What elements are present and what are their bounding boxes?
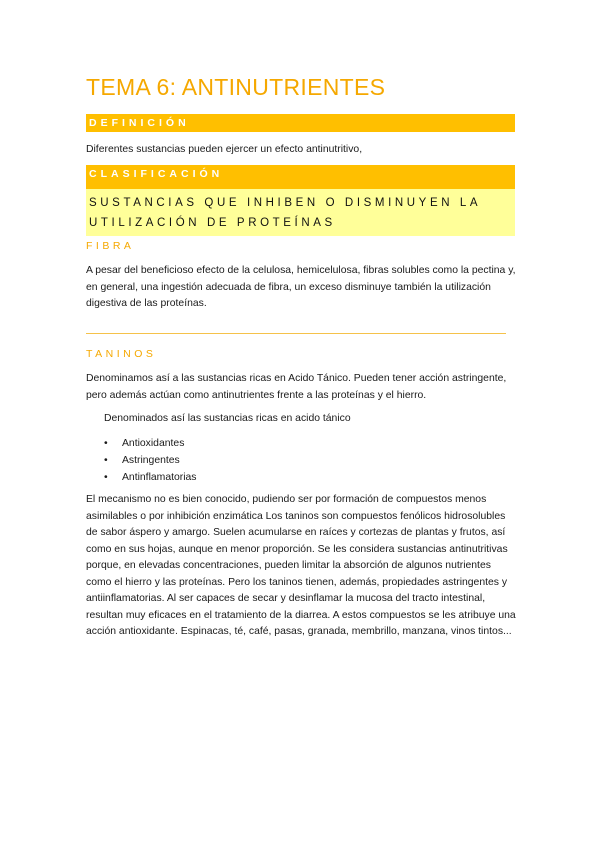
bullet-icon: •	[104, 455, 108, 466]
clasificacion-label: CLASIFICACIÓN	[89, 168, 224, 180]
list-item: • Astringentes	[104, 452, 197, 469]
definicion-label: DEFINICIÓN	[89, 117, 190, 129]
bullet-icon: •	[104, 472, 108, 483]
proteinas-heading: SUSTANCIAS QUE INHIBEN O DISMINUYEN LA UTILIZACIÓN DE PROTEÍNAS	[89, 197, 481, 229]
taninos-indent-text: Denominados así las sustancias ricas en acido tánico	[104, 413, 351, 424]
proteinas-heading-bar	[86, 189, 515, 236]
definicion-bar	[86, 114, 515, 132]
mecanismo-text: El mecanismo no es bien conocido, pudiendo ser por formación de compuestos menos asimilables o por inhibición enzimática Los taninos son compuestos fenólicos hidrosolubles de sabor áspero y amargo. Suelen acumularse en raíces y cortezas de plantas y frutos, así como en sus hojas, aunque en menor proporción. Se les considera sustancias antinutritivas porque, en elevadas concentraciones, pueden limitar la absorción de algunos nutrientes como el hierro y las proteínas. Pero los taninos tienen, además, propiedades astringentes y antiinflamatorias. Al ser capaces de secar y desinflamar la mucosa del tracto intestinal, resultan muy eficaces en el tratamiento de la diarrea. A estos compuestos se les atribuye una acción antioxidante. Espinacas, té, café, pasas, granada, membrillo, manzana, vinos tintos...	[86, 494, 516, 637]
taninos-properties-list	[104, 435, 197, 486]
definicion-text: Diferentes sustancias pueden ejercer un efecto antinutritivo,	[86, 144, 363, 155]
bullet-icon: •	[104, 438, 108, 449]
page-title: TEMA 6: ANTINUTRIENTES	[86, 74, 386, 100]
fibra-text: A pesar del beneficioso efecto de la celulosa, hemicelulosa, fibras solubles como la pectina y, en general, una ingestión adecuada de fibra, un exceso disminuye también la utilización digestiva de las proteínas.	[86, 265, 516, 309]
fibra-heading: FIBRA	[86, 240, 135, 252]
taninos-heading: TANINOS	[86, 348, 157, 360]
clasificacion-bar	[86, 165, 515, 189]
list-item: • Antioxidantes	[104, 435, 197, 452]
taninos-text: Denominamos así a las sustancias ricas en Acido Tánico. Pueden tener acción astringente, pero además actúan como antinutrientes frente a las proteínas y el hierro.	[86, 373, 507, 401]
list-item: • Antinflamatorias	[104, 469, 197, 486]
section-divider	[86, 333, 506, 334]
